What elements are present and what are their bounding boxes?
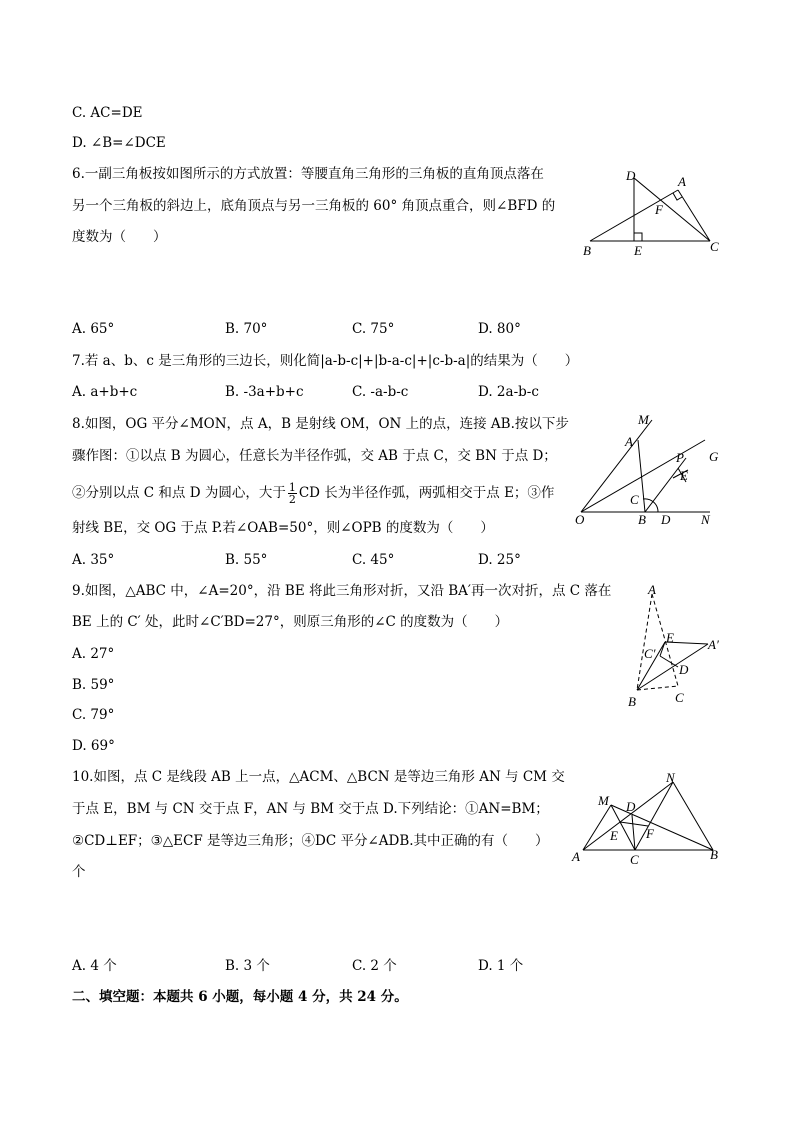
- q8-figure: [570, 412, 730, 530]
- q5-option-c: C. AC=DE: [72, 105, 143, 121]
- q6-option-a: A. 65°: [72, 321, 115, 337]
- q10-option-b: B. 3 个: [225, 958, 270, 974]
- q8-label-m: M: [638, 412, 649, 427]
- q8-label-p: P: [676, 450, 684, 465]
- q6-label-d: D: [626, 168, 636, 183]
- q8-label-b: B: [638, 512, 646, 527]
- q9-label-a: A: [648, 582, 656, 597]
- q8-label-n: N: [701, 512, 710, 527]
- q8-frac-num: 1: [288, 481, 296, 494]
- q9-label-c: C: [675, 690, 684, 705]
- q6-option-c: C. 75°: [352, 321, 395, 337]
- q8-option-a: A. 35°: [72, 552, 115, 568]
- q8-label-a: A: [625, 434, 633, 449]
- q6-label-b: B: [583, 243, 591, 258]
- q8-option-d: D. 25°: [478, 552, 521, 568]
- q10-stem-line3: ②CD⊥EF；③△ECF 是等边三角形；④DC 平分∠ADB.其中正确的有（ ）: [72, 833, 549, 849]
- q8-stem-line1: 8.如图，OG 平分∠MON，点 A，B 是射线 OM，ON 上的点，连接 AB.按以下步: [72, 416, 569, 432]
- q8-stem-line3a: ②分别以点 C 和点 D 为圆心，大于: [72, 485, 286, 501]
- q7-option-b: B. -3a+b+c: [225, 384, 304, 400]
- q9-stem-line2: BE 上的 C′ 处，此时∠C′BD=27°，则原三角形的∠C 的度数为（ ）: [72, 614, 509, 630]
- q9-option-c: C. 79°: [72, 707, 115, 723]
- q7-stem: 7.若 a、b、c 是三角形的三边长，则化简|a-b-c|+|b-a-c|+|c-b-a|的结果为（ ）: [72, 353, 579, 369]
- q8-label-c: C: [630, 492, 639, 507]
- q10-label-m: M: [598, 793, 609, 808]
- q6-label-c: C: [710, 239, 719, 254]
- q6-stem-line2: 另一个三角板的斜边上，底角顶点与另一三角板的 60° 角顶点重合，则∠BFD 的: [72, 198, 556, 214]
- q6-figure: [580, 168, 730, 263]
- q6-stem-line3: 度数为（ ）: [72, 229, 167, 245]
- q8-stem-line3: [72, 482, 554, 505]
- q9-label-c-prime: C′: [644, 646, 656, 661]
- section2-title: 二、填空题：本题共 6 小题，每小题 4 分，共 24 分。: [72, 989, 408, 1005]
- q8-label-o: O: [575, 512, 585, 527]
- q6-option-b: B. 70°: [225, 321, 268, 337]
- q8-label-e: E: [680, 468, 688, 483]
- q9-option-a: A. 27°: [72, 646, 115, 662]
- q7-option-a: A. a+b+c: [72, 384, 138, 400]
- q6-stem-line1: 6.一副三角板按如图所示的方式放置：等腰直角三角形的三角板的直角顶点落在: [72, 166, 544, 182]
- q9-label-e: E: [666, 630, 674, 645]
- q10-option-c: C. 2 个: [352, 958, 397, 974]
- q8-label-d: D: [661, 512, 671, 527]
- q6-label-e: E: [634, 243, 642, 258]
- q10-label-f: F: [646, 826, 654, 841]
- q8-frac-den: 2: [288, 493, 296, 506]
- q9-option-b: B. 59°: [72, 677, 115, 693]
- q8-stem-line4: 射线 BE，交 OG 于点 P.若∠OAB=50°，则∠OPB 的度数为（ ）: [72, 520, 494, 536]
- q10-label-d: D: [626, 799, 636, 814]
- q10-label-n: N: [666, 770, 675, 785]
- q10-figure: [568, 770, 728, 870]
- q10-label-e: E: [610, 828, 618, 843]
- q9-stem-line1: 9.如图，△ABC 中，∠A=20°，沿 BE 将此三角形对折，又沿 BA′再一次对折，点 C 落在: [72, 583, 612, 599]
- q7-option-d: D. 2a-b-c: [478, 384, 539, 400]
- q10-label-a: A: [572, 849, 580, 864]
- q9-figure: [620, 582, 730, 712]
- q10-option-d: D. 1 个: [478, 958, 524, 974]
- q10-label-b: B: [710, 847, 718, 862]
- q8-option-b: B. 55°: [225, 552, 268, 568]
- q6-option-d: D. 80°: [478, 321, 521, 337]
- q10-stem-line1: 10.如图，点 C 是线段 AB 上一点，△ACM、△BCN 是等边三角形 AN 与 CM 交: [72, 769, 565, 785]
- q8-stem-line3b: CD 长为半径作弧，两弧相交于点 E；③作: [298, 485, 555, 501]
- q8-stem-line2: 骤作图：①以点 B 为圆心，任意长为半径作弧，交 AB 于点 C，交 BN 于点 D；: [72, 448, 557, 464]
- q5-option-d: D. ∠B=∠DCE: [72, 135, 166, 151]
- q6-label-a: A: [678, 174, 686, 189]
- q8-fraction: [288, 482, 297, 505]
- q10-stem-line2: 于点 E，BM 与 CN 交于点 F，AN 与 BM 交于点 D.下列结论：①AN=BM；: [72, 801, 549, 817]
- q6-label-f: F: [655, 202, 663, 217]
- q9-label-d: D: [679, 662, 689, 677]
- q9-label-b: B: [628, 694, 636, 709]
- q8-label-g: G: [709, 449, 719, 464]
- q9-label-a-prime: A′: [708, 637, 719, 652]
- q8-option-c: C. 45°: [352, 552, 395, 568]
- q10-stem-line4: 个: [72, 864, 86, 880]
- q9-option-d: D. 69°: [72, 738, 115, 754]
- q10-label-c: C: [630, 852, 639, 867]
- q10-option-a: A. 4 个: [72, 958, 117, 974]
- q7-option-c: C. -a-b-c: [352, 384, 409, 400]
